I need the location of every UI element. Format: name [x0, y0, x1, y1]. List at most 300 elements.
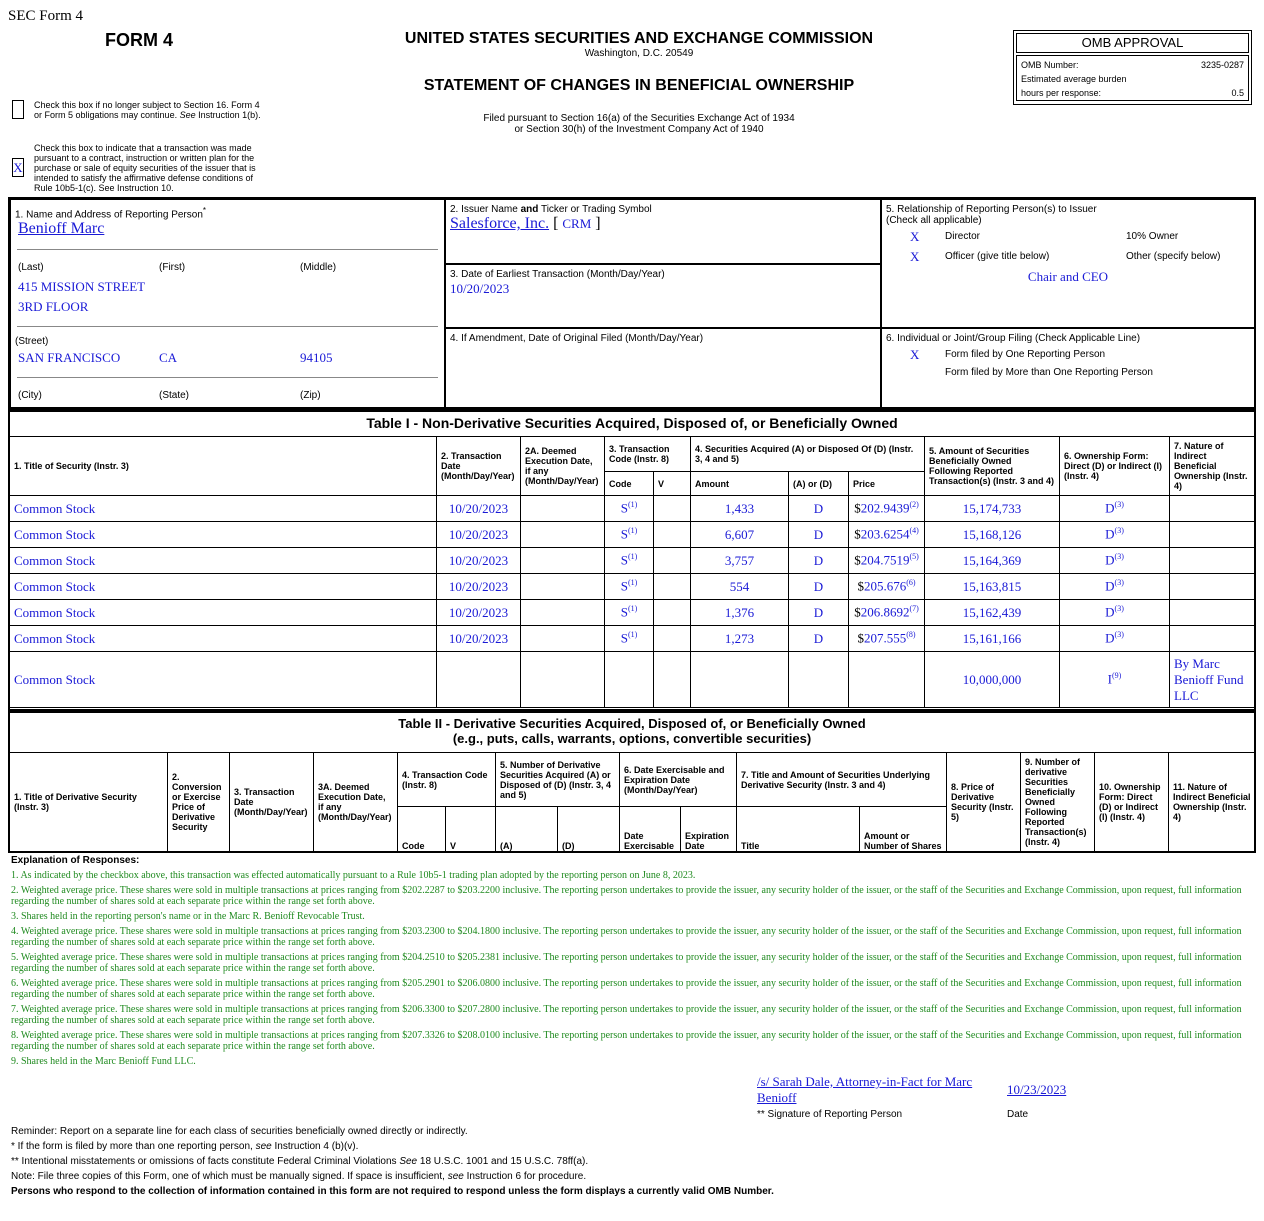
cell-form	[1060, 496, 1170, 522]
t1-sub-aord: (A) or (D)	[789, 472, 849, 496]
transaction-code: S	[620, 578, 628, 594]
table2-title-2: (e.g., puts, calls, warrants, options, convertible securities)	[452, 731, 812, 746]
footer-star2-see: See	[399, 1156, 418, 1167]
cell-aord	[789, 496, 849, 522]
cell-aord	[789, 522, 849, 548]
cell-code	[605, 652, 654, 708]
box5-label-1: 5. Relationship of Reporting Person(s) to Issuer	[886, 204, 1097, 215]
price-footnote: (6)	[906, 578, 916, 588]
cell-code	[605, 574, 654, 600]
footer-star2-b: 18 U.S.C. 1001 and 15 U.S.C. 78ff(a).	[417, 1156, 589, 1167]
t1-col-code: 3. Transaction Code (Instr. 8)	[605, 437, 691, 472]
table2-title	[10, 716, 1254, 746]
transaction-code: S	[620, 526, 628, 542]
cell-deemed	[521, 652, 605, 708]
footer-star2-a: ** Intentional misstatements or omissions of facts constitute Federal Criminal Violations	[11, 1156, 400, 1167]
footer-star2	[11, 1154, 774, 1169]
cell-date	[437, 600, 521, 626]
dollar-sign: $	[857, 578, 864, 594]
ownership-form: D	[1105, 500, 1115, 516]
cell-price	[849, 574, 925, 600]
cell-deemed	[521, 496, 605, 522]
cell-owned	[925, 548, 1060, 574]
cell-aord	[789, 626, 849, 652]
footer-star1	[11, 1139, 774, 1154]
amount: 1,273	[724, 630, 755, 646]
t1-sub-amount: Amount	[691, 472, 789, 496]
code-footnote: (1)	[627, 578, 638, 588]
cell-aord	[789, 600, 849, 626]
footnotes-list	[11, 870, 1251, 1071]
t2-col-price: 8. Price of Derivative Security (Instr. 5)	[947, 753, 1021, 852]
section16-text-a: Check this box if no longer subject to Section 16. Form 4	[34, 100, 260, 110]
filed-pursuant	[440, 113, 838, 135]
t1-sub-price: Price	[849, 472, 925, 496]
cell-v	[654, 600, 691, 626]
owned-amount: 15,174,733	[962, 500, 1022, 516]
cell-title	[10, 626, 437, 652]
transaction-code: S	[620, 500, 628, 516]
footer	[11, 1124, 774, 1199]
ownership-form: D	[1105, 578, 1115, 594]
cell-nature	[1170, 626, 1256, 652]
cell-amount	[691, 652, 789, 708]
rule10b5-text: Check this box to indicate that a transaction was made pursuant to a contract, instruction or written plan for the purchase or sale of equity securities of the issuer that is intended to satisfy the affirmative defense conditions of Rule 10b5-1(c). See Instruction 10.	[34, 143, 256, 193]
owned-amount: 10,000,000	[962, 671, 1022, 687]
footer-persons: Persons who respond to the collection of information contained in this form are not required to respond unless the form displays a currently valid OMB Number.	[11, 1186, 774, 1197]
cell-form	[1060, 574, 1170, 600]
cell-form	[1060, 626, 1170, 652]
code-footnote: (1)	[627, 604, 638, 614]
owned-amount: 15,161,166	[962, 630, 1022, 646]
box1-label	[15, 206, 206, 220]
t2-col-conversion: 2. Conversion or Exercise Price of Derivative Security	[168, 753, 230, 852]
form-footnote: (3)	[1114, 630, 1124, 640]
cell-amount	[691, 522, 789, 548]
footer-note-see: see	[447, 1171, 464, 1182]
box1-label-text: 1. Name and Address of Reporting Person	[15, 209, 203, 221]
other-label: Other (specify below)	[1126, 251, 1221, 262]
amount: 1,376	[724, 604, 755, 620]
cell-nature	[1170, 496, 1256, 522]
a-or-d: D	[813, 578, 824, 594]
cell-aord	[789, 652, 849, 708]
bracket-open: [	[553, 215, 559, 232]
table-row	[10, 522, 1256, 548]
security-title[interactable]: Common Stock	[14, 671, 96, 687]
table1-title: Table I - Non-Derivative Securities Acquired, Disposed of, or Beneficially Owned	[366, 415, 898, 431]
cell-aord	[789, 574, 849, 600]
explanation-title: Explanation of Responses:	[11, 855, 140, 866]
price: 206.8692	[860, 604, 910, 620]
box5-label-2: (Check all applicable)	[886, 215, 982, 226]
t1-col-date: 2. Transaction Date (Month/Day/Year)	[437, 437, 521, 496]
form-title: FORM 4	[105, 30, 174, 50]
filed-line-2: or Section 30(h) of the Investment Company Act of 1940	[514, 124, 764, 135]
form-footnote: (3)	[1114, 500, 1124, 510]
cell-price	[849, 548, 925, 574]
t2-sub-exercisable: Date Exercisable	[620, 807, 681, 852]
box3-label: 3. Date of Earliest Transaction (Month/Day/Year)	[450, 269, 665, 280]
amendment-box	[445, 328, 881, 408]
box2-label-a: 2. Issuer Name	[450, 204, 521, 215]
footnote: 2. Weighted average price. These shares were sold in multiple transactions at prices ranging from $202.2287 to $203.2200 inclusive. The reporting person undertakes to provide the issuer, any security holder of the issuer, or the staff of the Securities and Exchange Commission, upon request, full information regarding the number of shares sold at each separate price within the range set forth above.	[11, 885, 1242, 907]
owned-amount: 15,164,369	[962, 552, 1022, 568]
last-label: (Last)	[18, 262, 44, 273]
cell-deemed	[521, 574, 605, 600]
cell-nature	[1170, 522, 1256, 548]
price-footnote: (7)	[909, 604, 919, 614]
price: 207.555	[863, 630, 907, 646]
street-line-2: 3RD FLOOR	[18, 299, 89, 314]
transaction-code: S	[620, 630, 628, 646]
signature-date[interactable]: 10/23/2023	[1007, 1082, 1067, 1097]
code-footnote: (1)	[627, 630, 638, 640]
cell-amount	[691, 496, 789, 522]
date-label: Date	[1007, 1109, 1029, 1120]
cell-form	[1060, 548, 1170, 574]
cell-v	[654, 548, 691, 574]
transaction-code: S	[620, 552, 628, 568]
cell-v	[654, 652, 691, 708]
earliest-transaction-box	[445, 264, 881, 328]
omb-number-label: OMB Number:	[1021, 60, 1079, 70]
director-mark[interactable]: X	[910, 229, 920, 244]
form-footnote: (3)	[1114, 578, 1124, 588]
t2-sub-v: V	[446, 807, 496, 852]
cell-nature	[1170, 574, 1256, 600]
transaction-code: S	[620, 604, 628, 620]
footnote: 6. Weighted average price. These shares were sold in multiple transactions at prices ranging from $205.2901 to $206.0800 inclusive. The reporting person undertakes to provide the issuer, any security holder of the issuer, or the staff of the Securities and Exchange Commission, upon request, full information regarding the number of shares sold at each separate price within the range set forth above.	[11, 978, 1242, 1000]
t2-col-number: 5. Number of Derivative Securities Acquired (A) or Disposed of (D) (Instr. 3, 4 and 5)	[496, 753, 620, 807]
owned-amount: 15,162,439	[962, 604, 1022, 620]
cell-owned	[925, 522, 1060, 548]
cell-v	[654, 522, 691, 548]
cell-nature	[1170, 548, 1256, 574]
t2-col-nature: 11. Nature of Indirect Beneficial Ownership (Instr. 4)	[1169, 753, 1256, 852]
table2	[9, 752, 1256, 852]
footnote: 3. Shares held in the reporting person's name or in the Marc R. Benioff Revocable Trust.	[11, 911, 365, 922]
t2-sub-a: (A)	[496, 807, 558, 852]
agency-location: Washington, D.C. 20549	[584, 48, 694, 59]
t2-col-form: 10. Ownership Form: Direct (D) or Indirect (I) (Instr. 4)	[1095, 753, 1169, 852]
form-footnote: (3)	[1114, 526, 1124, 536]
a-or-d: D	[813, 526, 824, 542]
officer-mark[interactable]: X	[910, 249, 920, 264]
price: 204.7519	[860, 552, 910, 568]
table-row	[10, 626, 1256, 652]
t1-sub-v: V	[654, 472, 691, 496]
t2-col-date: 3. Transaction Date (Month/Day/Year)	[230, 753, 314, 852]
footnote: 1. As indicated by the checkbox above, this transaction was effected automatically pursuant to a Rule 10b5-1 trading plan adopted by the reporting person on June 8, 2023.	[11, 870, 696, 881]
footer-star1-a: * If the form is filed by more than one reporting person,	[11, 1141, 256, 1152]
signature-name[interactable]: /s/ Sarah Dale, Attorney-in-Fact for Marc Benioff	[757, 1074, 973, 1105]
footer-star1-see: see	[255, 1141, 272, 1152]
section16-checkbox[interactable]	[12, 100, 24, 119]
t2-col-code: 4. Transaction Code (Instr. 8)	[398, 753, 496, 807]
table-row	[10, 574, 1256, 600]
ownership-form: D	[1105, 604, 1115, 620]
cell-title	[10, 600, 437, 626]
cell-aord	[789, 548, 849, 574]
omb-approval-box	[1013, 30, 1252, 105]
cell-form	[1060, 600, 1170, 626]
cell-owned	[925, 626, 1060, 652]
bracket-close: ]	[595, 215, 601, 232]
city-label: (City)	[18, 390, 42, 401]
t1-col-form: 6. Ownership Form: Direct (D) or Indirect (I) (Instr. 4)	[1060, 437, 1170, 496]
amount: 6,607	[724, 526, 755, 542]
cell-title	[10, 496, 437, 522]
omb-burden-label: Estimated average burden	[1021, 74, 1127, 84]
issuer-name[interactable]: Salesforce, Inc.	[450, 215, 550, 232]
footer-reminder: Reminder: Report on a separate line for each class of securities beneficially owned directly or indirectly.	[11, 1126, 468, 1137]
footnote: 8. Weighted average price. These shares were sold in multiple transactions at prices ranging from $207.3326 to $208.0100 inclusive. The reporting person undertakes to provide the issuer, any security holder of the issuer, or the staff of the Securities and Exchange Commission, upon request, full information regarding the number of shares sold at each separate price within the range set forth above.	[11, 1030, 1242, 1052]
footer-star1-b: Instruction 4 (b)(v).	[271, 1141, 359, 1152]
signature-label: ** Signature of Reporting Person	[757, 1109, 903, 1120]
transaction-date: 10/20/2023	[448, 604, 509, 620]
cell-form	[1060, 652, 1170, 708]
owned-amount: 15,163,815	[962, 578, 1022, 594]
cell-amount	[691, 548, 789, 574]
t1-col-owned: 5. Amount of Securities Beneficially Owned Following Reported Transaction(s) (Instr. 3 and 4)	[925, 437, 1060, 496]
ownership-form: D	[1105, 630, 1115, 646]
ownership-nature: By Marc Benioff Fund LLC	[1174, 655, 1244, 703]
t1-col-nature: 7. Nature of Indirect Beneficial Ownership (Instr. 4)	[1170, 437, 1256, 496]
box2-label	[450, 204, 652, 215]
security-title[interactable]: Common Stock	[14, 552, 96, 568]
cell-owned	[925, 574, 1060, 600]
t2-sub-d: (D)	[558, 807, 620, 852]
section16-text	[34, 100, 274, 120]
state-value: CA	[159, 350, 178, 365]
table-row	[10, 652, 1256, 708]
cell-nature	[1170, 652, 1256, 708]
omb-hours-value: 0.5	[1231, 88, 1244, 98]
security-title[interactable]: Common Stock	[14, 630, 96, 646]
street-label: (Street)	[15, 336, 49, 347]
state-label: (State)	[159, 390, 190, 401]
cell-code	[605, 496, 654, 522]
transaction-date: 10/20/2023	[448, 526, 509, 542]
omb-details	[1016, 55, 1249, 101]
officer-label: Officer (give title below)	[945, 251, 1050, 262]
issuer-box	[445, 199, 881, 264]
form-footnote: (9)	[1112, 671, 1122, 681]
t2-sub-expiration: Expiration Date	[681, 807, 737, 852]
transaction-date: 10/20/2023	[448, 552, 509, 568]
issuer-line	[450, 215, 601, 233]
box2-label-b: Ticker or Trading Symbol	[538, 204, 652, 215]
ticker-symbol[interactable]: CRM	[562, 216, 592, 231]
t2-sub-code: Code	[398, 807, 446, 852]
cell-price	[849, 522, 925, 548]
ownership-form: D	[1105, 526, 1115, 542]
zip-value: 94105	[300, 350, 333, 365]
cell-owned	[925, 600, 1060, 626]
filed-line-1: Filed pursuant to Section 16(a) of the Securities Exchange Act of 1934	[483, 113, 795, 124]
dollar-sign: $	[857, 630, 864, 646]
filing-type-box	[881, 328, 1255, 408]
cell-deemed	[521, 548, 605, 574]
cell-date	[437, 522, 521, 548]
cell-amount	[691, 626, 789, 652]
cell-date	[437, 548, 521, 574]
dollar-sign: $	[854, 552, 861, 568]
director-label: Director	[945, 231, 981, 242]
omb-number-value: 3235-0287	[1200, 60, 1244, 70]
a-or-d: D	[813, 552, 824, 568]
t2-sub-title: Title	[737, 807, 860, 852]
cell-deemed	[521, 522, 605, 548]
security-title[interactable]: Common Stock	[14, 500, 96, 516]
table-row	[10, 600, 1256, 626]
cell-v	[654, 574, 691, 600]
section16-text-b: or Form 5 obligations may continue.	[34, 110, 180, 120]
code-footnote: (1)	[627, 500, 638, 510]
box6-label: 6. Individual or Joint/Group Filing (Check Applicable Line)	[886, 333, 1141, 344]
cell-code	[605, 548, 654, 574]
security-title[interactable]: Common Stock	[14, 604, 96, 620]
dollar-sign: $	[854, 500, 861, 516]
cell-price	[849, 600, 925, 626]
cell-title	[10, 522, 437, 548]
price-footnote: (2)	[909, 500, 919, 510]
officer-title: Chair and CEO	[1027, 269, 1109, 284]
section16-see: See	[179, 110, 196, 120]
owner10-label: 10% Owner	[1126, 231, 1179, 242]
cell-price	[849, 652, 925, 708]
cell-code	[605, 626, 654, 652]
one-person-label: Form filed by One Reporting Person	[945, 349, 1106, 360]
amount: 3,757	[724, 552, 755, 568]
form-footnote: (3)	[1114, 552, 1124, 562]
footnote: 9. Shares held in the Marc Benioff Fund LLC.	[11, 1056, 196, 1067]
first-label: (First)	[159, 262, 186, 273]
cell-date	[437, 574, 521, 600]
divider	[17, 377, 438, 378]
statement-title: STATEMENT OF CHANGES IN BENEFICIAL OWNERSHIP	[423, 77, 855, 94]
ownership-form: D	[1105, 552, 1115, 568]
t2-col-title: 1. Title of Derivative Security (Instr. 3)	[10, 753, 168, 852]
cell-price	[849, 626, 925, 652]
t1-sub-code: Code	[605, 472, 654, 496]
form-footnote: (3)	[1114, 604, 1124, 614]
dollar-sign: $	[854, 604, 861, 620]
cell-title	[10, 548, 437, 574]
earliest-transaction-date: 10/20/2023	[450, 281, 510, 296]
footnote: 5. Weighted average price. These shares were sold in multiple transactions at prices ranging from $204.2510 to $205.2381 inclusive. The reporting person undertakes to provide the issuer, any security holder of the issuer, or the staff of the Securities and Exchange Commission, upon request, full information regarding the number of shares sold at each separate price within the range set forth above.	[11, 952, 1242, 974]
cell-date	[437, 496, 521, 522]
ownership-form: I	[1107, 671, 1113, 687]
cell-v	[654, 626, 691, 652]
footer-note-b: Instruction 6 for procedure.	[463, 1171, 587, 1182]
t2-col-exercisable: 6. Date Exercisable and Expiration Date (Month/Day/Year)	[620, 753, 737, 807]
sec-form-label: SEC Form 4	[8, 8, 84, 24]
price-footnote: (4)	[909, 526, 919, 536]
rule10b5-checkbox[interactable]: X	[13, 160, 23, 175]
price-footnote: (8)	[906, 630, 916, 640]
cell-owned	[925, 496, 1060, 522]
divider	[17, 249, 438, 250]
price: 205.676	[863, 578, 907, 594]
section16-text-c: Instruction 1(b).	[195, 110, 261, 120]
omb-hours-label: hours per response:	[1021, 88, 1102, 98]
cell-price	[849, 496, 925, 522]
t2-col-deemed: 3A. Deemed Execution Date, if any (Month/Day/Year)	[314, 753, 398, 852]
cell-deemed	[521, 626, 605, 652]
t2-col-underlying: 7. Title and Amount of Securities Underlying Derivative Security (Instr. 3 and 4)	[737, 753, 947, 807]
divider	[17, 326, 438, 327]
cell-nature	[1170, 600, 1256, 626]
code-footnote: (1)	[627, 526, 638, 536]
a-or-d: D	[813, 500, 824, 516]
t2-col-owned: 9. Number of derivative Securities Beneficially Owned Following Reported Transaction(s) (Instr. 4)	[1021, 753, 1095, 852]
cell-title	[10, 574, 437, 600]
cell-amount	[691, 574, 789, 600]
table-row	[10, 496, 1256, 522]
one-person-mark[interactable]: X	[910, 347, 920, 362]
price: 202.9439	[860, 500, 910, 516]
transaction-date: 10/20/2023	[448, 630, 509, 646]
t2-sub-amount: Amount or Number of Shares	[860, 807, 947, 852]
cell-code	[605, 522, 654, 548]
cell-owned	[925, 652, 1060, 708]
cell-deemed	[521, 600, 605, 626]
cell-date	[437, 652, 521, 708]
t1-col-deemed: 2A. Deemed Execution Date, if any (Month/Day/Year)	[521, 437, 605, 496]
table-row	[10, 548, 1256, 574]
box2-label-and: and	[520, 204, 539, 215]
footnote: 4. Weighted average price. These shares were sold in multiple transactions at prices ranging from $203.2300 to $204.1800 inclusive. The reporting person undertakes to provide the issuer, any security holder of the issuer, or the staff of the Securities and Exchange Commission, upon request, full information regarding the number of shares sold at each separate price within the range set forth above.	[11, 926, 1242, 948]
security-title[interactable]: Common Stock	[14, 578, 96, 594]
footnote: 7. Weighted average price. These shares were sold in multiple transactions at prices ranging from $206.3300 to $207.2800 inclusive. The reporting person undertakes to provide the issuer, any security holder of the issuer, or the staff of the Securities and Exchange Commission, upon request, full information regarding the number of shares sold at each separate price within the range set forth above.	[11, 1004, 1242, 1026]
a-or-d: D	[813, 630, 824, 646]
cell-form	[1060, 522, 1170, 548]
street-line-1: 415 MISSION STREET	[18, 279, 146, 294]
zip-label: (Zip)	[300, 390, 321, 401]
agency-name: UNITED STATES SECURITIES AND EXCHANGE COMMISSION	[404, 30, 874, 47]
transaction-date: 10/20/2023	[448, 500, 509, 516]
footer-note	[11, 1169, 774, 1184]
cell-title	[10, 652, 437, 708]
table1	[9, 436, 1256, 708]
cell-amount	[691, 600, 789, 626]
price-footnote: (5)	[909, 552, 919, 562]
relationship-box	[881, 199, 1255, 328]
t1-col-acquired: 4. Securities Acquired (A) or Disposed Of (D) (Instr. 3, 4 and 5)	[691, 437, 925, 472]
box1-star: *	[202, 206, 207, 215]
box5-label	[886, 204, 1097, 226]
transaction-date: 10/20/2023	[448, 578, 509, 594]
city-value: SAN FRANCISCO	[18, 350, 121, 365]
price: 203.6254	[860, 526, 910, 542]
a-or-d: D	[813, 604, 824, 620]
more-person-label: Form filed by More than One Reporting Person	[945, 367, 1153, 378]
security-title[interactable]: Common Stock	[14, 526, 96, 542]
amount: 554	[729, 578, 750, 594]
code-footnote: (1)	[627, 552, 638, 562]
omb-title: OMB APPROVAL	[1016, 33, 1249, 53]
cell-v	[654, 496, 691, 522]
footer-note-a: Note: File three copies of this Form, one of which must be manually signed. If space is insufficient,	[11, 1171, 448, 1182]
t1-col-title: 1. Title of Security (Instr. 3)	[10, 437, 437, 496]
cell-code	[605, 600, 654, 626]
table2-title-1: Table II - Derivative Securities Acquired, Disposed of, or Beneficially Owned	[398, 716, 866, 731]
reporting-person-name[interactable]: Benioff Marc	[18, 220, 105, 237]
reporting-person-box	[10, 199, 445, 408]
owned-amount: 15,168,126	[962, 526, 1022, 542]
